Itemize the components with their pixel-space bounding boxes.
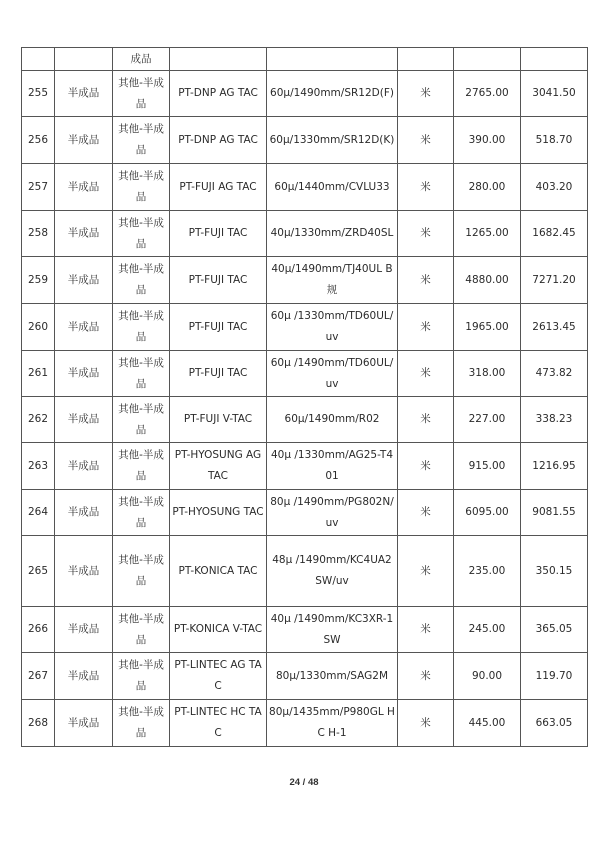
cell-no: 257 [22, 164, 55, 211]
cell-name: PT-FUJI V-TAC [170, 397, 267, 443]
cell-category: 半成品 [55, 536, 113, 607]
cell-no: 268 [22, 700, 55, 747]
cell-unit: 米 [398, 607, 454, 653]
cell-name [170, 48, 267, 71]
cell-no: 256 [22, 117, 55, 164]
cell-category: 半成品 [55, 443, 113, 490]
cell-spec: 80μ /1490mm/PG802N/uv [267, 490, 398, 536]
cell-quantity: 6095.00 [454, 490, 521, 536]
cell-quantity: 280.00 [454, 164, 521, 211]
cell-spec: 60μ/1490mm/R02 [267, 397, 398, 443]
cell-subcategory: 成品 [113, 48, 170, 71]
cell-unit: 米 [398, 351, 454, 397]
cell-no: 262 [22, 397, 55, 443]
cell-name: PT-FUJI TAC [170, 257, 267, 304]
cell-unit: 米 [398, 490, 454, 536]
cell-subcategory: 其他-半成品 [113, 536, 170, 607]
table-row [22, 443, 588, 490]
cell-amount: 403.20 [521, 164, 588, 211]
cell-no: 264 [22, 490, 55, 536]
cell-no: 258 [22, 211, 55, 257]
cell-no: 260 [22, 304, 55, 351]
cell-spec: 60μ/1490mm/SR12D(F) [267, 71, 398, 117]
cell-name: PT-FUJI TAC [170, 304, 267, 351]
table-row [22, 397, 588, 443]
cell-subcategory: 其他-半成品 [113, 351, 170, 397]
cell-no: 255 [22, 71, 55, 117]
cell-spec: 40μ/1330mm/ZRD40SL [267, 211, 398, 257]
inventory-table [21, 47, 588, 747]
cell-subcategory: 其他-半成品 [113, 211, 170, 257]
cell-unit: 米 [398, 700, 454, 747]
table-row [22, 351, 588, 397]
cell-amount: 9081.55 [521, 490, 588, 536]
table-row [22, 257, 588, 304]
cell-category: 半成品 [55, 653, 113, 700]
cell-category: 半成品 [55, 71, 113, 117]
cell-subcategory: 其他-半成品 [113, 700, 170, 747]
table-row [22, 653, 588, 700]
cell-amount: 7271.20 [521, 257, 588, 304]
cell-amount: 518.70 [521, 117, 588, 164]
cell-quantity [454, 48, 521, 71]
cell-quantity: 227.00 [454, 397, 521, 443]
cell-category: 半成品 [55, 607, 113, 653]
cell-no: 266 [22, 607, 55, 653]
cell-quantity: 1265.00 [454, 211, 521, 257]
cell-subcategory: 其他-半成品 [113, 443, 170, 490]
cell-amount: 1682.45 [521, 211, 588, 257]
cell-spec: 80μ/1330mm/SAG2M [267, 653, 398, 700]
cell-name: PT-LINTEC HC TAC [170, 700, 267, 747]
cell-unit: 米 [398, 304, 454, 351]
cell-no: 265 [22, 536, 55, 607]
cell-no: 267 [22, 653, 55, 700]
cell-quantity: 235.00 [454, 536, 521, 607]
cell-quantity: 390.00 [454, 117, 521, 164]
cell-name: PT-KONICA V-TAC [170, 607, 267, 653]
cell-subcategory: 其他-半成品 [113, 304, 170, 351]
cell-spec: 40μ/1490mm/TJ40UL B规 [267, 257, 398, 304]
cell-name: PT-FUJI TAC [170, 351, 267, 397]
cell-subcategory: 其他-半成品 [113, 653, 170, 700]
cell-amount: 1216.95 [521, 443, 588, 490]
cell-name: PT-LINTEC AG TAC [170, 653, 267, 700]
cell-category: 半成品 [55, 351, 113, 397]
cell-subcategory: 其他-半成品 [113, 397, 170, 443]
cell-unit: 米 [398, 257, 454, 304]
cell-unit: 米 [398, 164, 454, 211]
cell-name: PT-HYOSUNG AG TAC [170, 443, 267, 490]
cell-name: PT-DNP AG TAC [170, 71, 267, 117]
cell-quantity: 2765.00 [454, 71, 521, 117]
table-row-continued [22, 48, 588, 71]
table-row [22, 164, 588, 211]
cell-subcategory: 其他-半成品 [113, 257, 170, 304]
cell-spec: 60μ /1330mm/TD60UL/uv [267, 304, 398, 351]
table-row [22, 211, 588, 257]
cell-category: 半成品 [55, 397, 113, 443]
cell-amount: 119.70 [521, 653, 588, 700]
cell-amount: 663.05 [521, 700, 588, 747]
cell-category: 半成品 [55, 164, 113, 211]
page-number: 24 / 48 [289, 777, 319, 788]
cell-subcategory: 其他-半成品 [113, 164, 170, 211]
cell-category: 半成品 [55, 700, 113, 747]
cell-quantity: 445.00 [454, 700, 521, 747]
cell-amount: 338.23 [521, 397, 588, 443]
cell-amount [521, 48, 588, 71]
cell-name: PT-FUJI AG TAC [170, 164, 267, 211]
cell-quantity: 90.00 [454, 653, 521, 700]
cell-no [22, 48, 55, 71]
cell-no: 263 [22, 443, 55, 490]
cell-no: 259 [22, 257, 55, 304]
table-row [22, 71, 588, 117]
table-row [22, 490, 588, 536]
cell-name: PT-HYOSUNG TAC [170, 490, 267, 536]
cell-subcategory: 其他-半成品 [113, 607, 170, 653]
cell-spec: 60μ/1330mm/SR12D(K) [267, 117, 398, 164]
cell-unit: 米 [398, 71, 454, 117]
table-row [22, 607, 588, 653]
cell-quantity: 318.00 [454, 351, 521, 397]
cell-category: 半成品 [55, 117, 113, 164]
cell-unit: 米 [398, 117, 454, 164]
cell-quantity: 915.00 [454, 443, 521, 490]
cell-amount: 3041.50 [521, 71, 588, 117]
cell-unit: 米 [398, 397, 454, 443]
cell-no: 261 [22, 351, 55, 397]
table-row [22, 700, 588, 747]
cell-unit: 米 [398, 536, 454, 607]
cell-subcategory: 其他-半成品 [113, 117, 170, 164]
cell-category: 半成品 [55, 490, 113, 536]
cell-category: 半成品 [55, 211, 113, 257]
cell-amount: 473.82 [521, 351, 588, 397]
cell-category: 半成品 [55, 304, 113, 351]
table-row [22, 117, 588, 164]
cell-spec: 40μ /1330mm/AG25-T401 [267, 443, 398, 490]
cell-spec: 48μ /1490mm/KC4UA2SW/uv [267, 536, 398, 607]
cell-subcategory: 其他-半成品 [113, 490, 170, 536]
cell-category [55, 48, 113, 71]
cell-name: PT-DNP AG TAC [170, 117, 267, 164]
cell-spec: 80μ/1435mm/P980GL HC H-1 [267, 700, 398, 747]
cell-name: PT-KONICA TAC [170, 536, 267, 607]
cell-quantity: 1965.00 [454, 304, 521, 351]
cell-unit: 米 [398, 443, 454, 490]
cell-spec: 40μ /1490mm/KC3XR-1SW [267, 607, 398, 653]
cell-quantity: 4880.00 [454, 257, 521, 304]
cell-spec: 60μ /1490mm/TD60UL/uv [267, 351, 398, 397]
cell-quantity: 245.00 [454, 607, 521, 653]
cell-amount: 2613.45 [521, 304, 588, 351]
cell-unit: 米 [398, 653, 454, 700]
table-body [22, 48, 588, 747]
cell-amount: 365.05 [521, 607, 588, 653]
cell-unit: 米 [398, 211, 454, 257]
cell-amount: 350.15 [521, 536, 588, 607]
cell-category: 半成品 [55, 257, 113, 304]
cell-spec [267, 48, 398, 71]
table-row [22, 536, 588, 607]
cell-subcategory: 其他-半成品 [113, 71, 170, 117]
cell-spec: 60μ/1440mm/CVLU33 [267, 164, 398, 211]
cell-name: PT-FUJI TAC [170, 211, 267, 257]
table-row [22, 304, 588, 351]
cell-unit [398, 48, 454, 71]
